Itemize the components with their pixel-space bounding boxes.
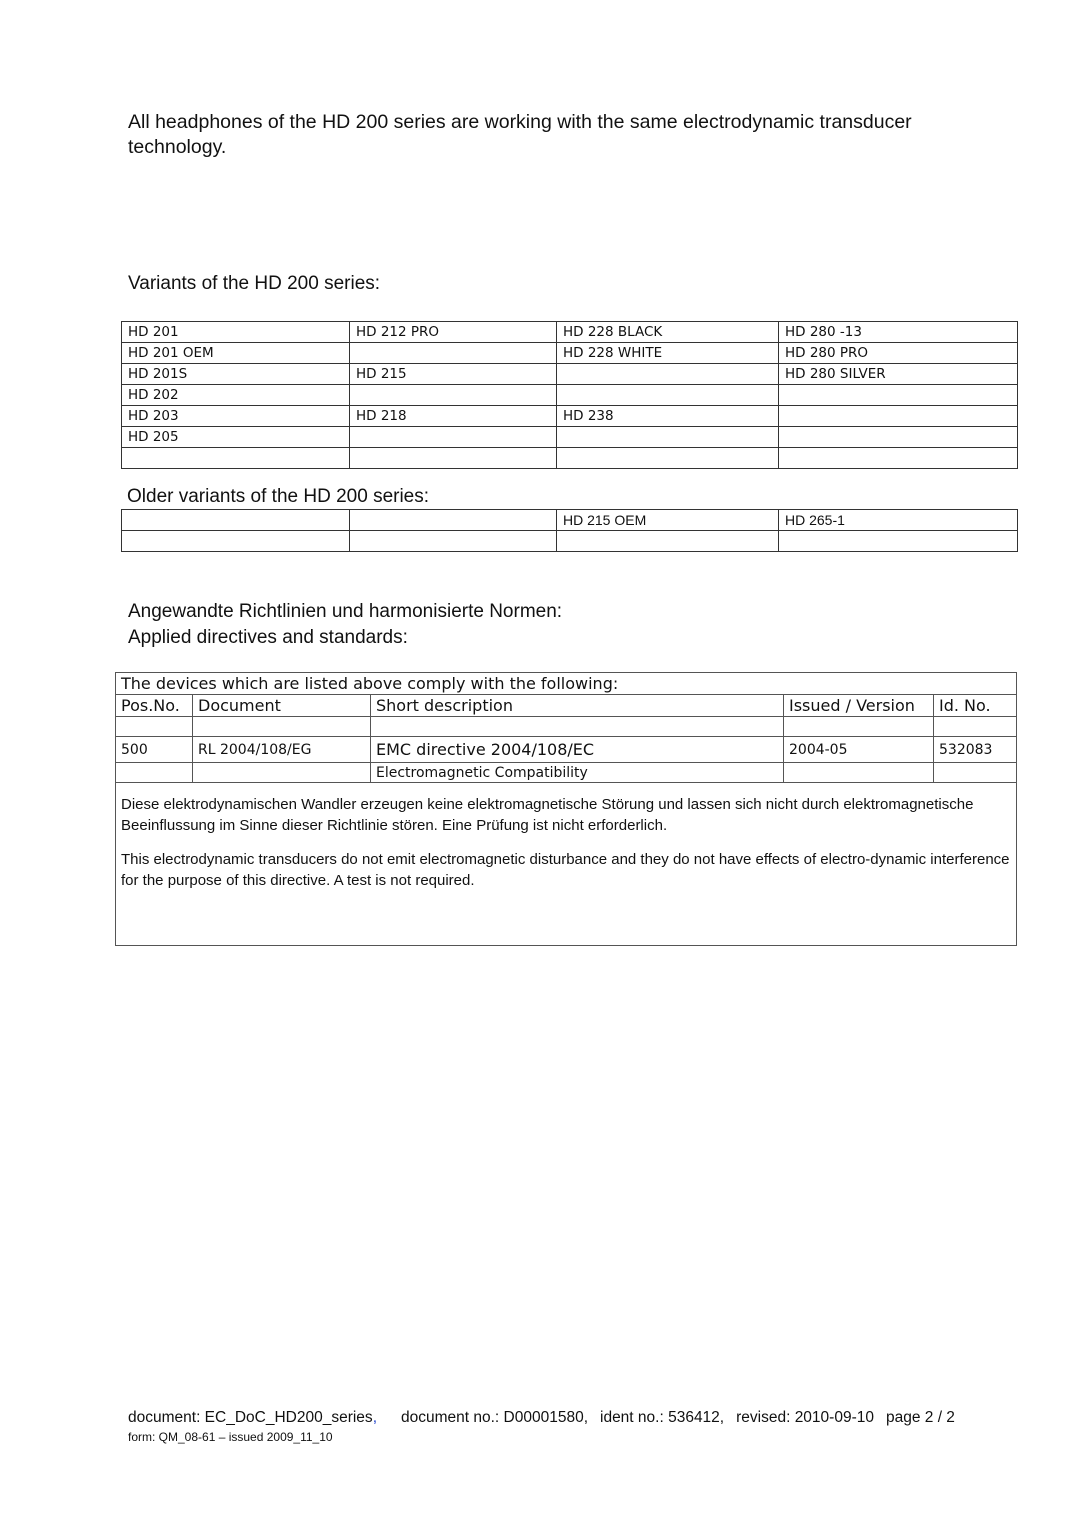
table-cell: HD 202 [122, 385, 350, 406]
table-cell: HD 205 [122, 427, 350, 448]
footer-document-no: document no.: D00001580, [401, 1409, 588, 1426]
table-cell: HD 201 [122, 322, 350, 343]
column-header-issued-version: Issued / Version [784, 695, 934, 717]
table-cell: HD 201 OEM [122, 343, 350, 364]
variants-table [121, 321, 1018, 469]
footer-comma: , [372, 1409, 377, 1426]
table-cell [350, 385, 557, 406]
footer-document-name: document: EC_DoC_HD200_series [128, 1409, 373, 1426]
column-header-short-description: Short description [371, 695, 784, 717]
short-description-sub-cell: Electromagnetic Compatibility [371, 763, 784, 783]
table-row [116, 673, 1017, 695]
directives-table [115, 672, 1017, 946]
table-row [122, 510, 1018, 531]
table-cell: HD 228 WHITE [557, 343, 779, 364]
table-cell [350, 427, 557, 448]
table-cell: HD 238 [557, 406, 779, 427]
table-cell: HD 228 BLACK [557, 322, 779, 343]
directive-note [116, 783, 1017, 946]
id-no-cell: 532083 [934, 737, 1017, 763]
table-cell [557, 448, 779, 469]
table-cell [350, 343, 557, 364]
table-cell [557, 385, 779, 406]
intro-paragraph: All headphones of the HD 200 series are working with the same electrodynamic transducer technology. [128, 111, 912, 158]
table-cell [371, 717, 784, 737]
table-cell [779, 406, 1018, 427]
table-cell [779, 531, 1018, 552]
table-cell [122, 448, 350, 469]
table-cell [934, 763, 1017, 783]
table-cell: HD 203 [122, 406, 350, 427]
table-cell [784, 763, 934, 783]
column-header-document: Document [193, 695, 371, 717]
directives-intro: The devices which are listed above comply with the following: [116, 673, 1017, 695]
table-row [122, 406, 1018, 427]
table-cell [193, 717, 371, 737]
table-cell: HD 215 [350, 364, 557, 385]
variants-heading: Variants of the HD 200 series: [128, 273, 381, 294]
table-cell [122, 510, 350, 531]
table-row [122, 364, 1018, 385]
table-cell: HD 265-1 [779, 510, 1018, 531]
table-cell: HD 280 -13 [779, 322, 1018, 343]
table-row [122, 448, 1018, 469]
form-footer: form: QM_08-61 – issued 2009_11_10 [128, 1430, 333, 1444]
table-cell: HD 280 PRO [779, 343, 1018, 364]
table-cell [116, 763, 193, 783]
short-description-cell: EMC directive 2004/108/EC [371, 737, 784, 763]
table-cell: HD 215 OEM [557, 510, 779, 531]
footer-ident-no: ident no.: 536412, [600, 1409, 725, 1426]
table-row [122, 427, 1018, 448]
table-cell [350, 448, 557, 469]
column-header-pos-no: Pos.No. [116, 695, 193, 717]
table-row [116, 717, 1017, 737]
table-row [122, 531, 1018, 552]
footer-revised: revised: 2010-09-10 [736, 1409, 874, 1426]
table-cell [557, 531, 779, 552]
table-cell [122, 531, 350, 552]
table-cell [193, 763, 371, 783]
directives-heading-de: Angewandte Richtlinien und harmonisierte Normen: [128, 601, 563, 622]
table-row [116, 783, 1017, 946]
table-cell [779, 448, 1018, 469]
table-cell [934, 717, 1017, 737]
table-cell [779, 385, 1018, 406]
note-german: Diese elektrodynamischen Wandler erzeugen keine elektromagnetische Störung und lassen sich nicht durch elektromagnetische Beeinflussung im Sinne dieser Richtlinie stören. Eine Prüfung ist nicht erforderlich. [121, 796, 974, 834]
pos-no-cell: 500 [116, 737, 193, 763]
older-variants-heading: Older variants of the HD 200 series: [127, 486, 430, 507]
table-row [116, 763, 1017, 783]
table-cell: HD 201S [122, 364, 350, 385]
issued-version-cell: 2004-05 [784, 737, 934, 763]
older-variants-table [121, 509, 1018, 552]
page-number: page 2 / 2 [885, 1409, 955, 1426]
document-cell: RL 2004/108/EG [193, 737, 371, 763]
table-row [122, 343, 1018, 364]
table-cell [350, 531, 557, 552]
table-row [116, 737, 1017, 763]
table-row [122, 385, 1018, 406]
table-cell: HD 280 SILVER [779, 364, 1018, 385]
table-cell [557, 427, 779, 448]
note-english: This electrodynamic transducers do not emit electromagnetic disturbance and they do not have effects of electro-dynamic interference for the purpose of this directive. A test is not required. [121, 851, 1010, 889]
table-cell [784, 717, 934, 737]
table-cell [779, 427, 1018, 448]
table-cell: HD 218 [350, 406, 557, 427]
directives-heading-en: Applied directives and standards: [128, 627, 408, 648]
column-header-id-no: Id. No. [934, 695, 1017, 717]
table-cell [116, 717, 193, 737]
table-row [122, 322, 1018, 343]
table-header-row [116, 695, 1017, 717]
document-footer [128, 1409, 955, 1427]
table-cell [350, 510, 557, 531]
table-cell [557, 364, 779, 385]
table-cell: HD 212 PRO [350, 322, 557, 343]
